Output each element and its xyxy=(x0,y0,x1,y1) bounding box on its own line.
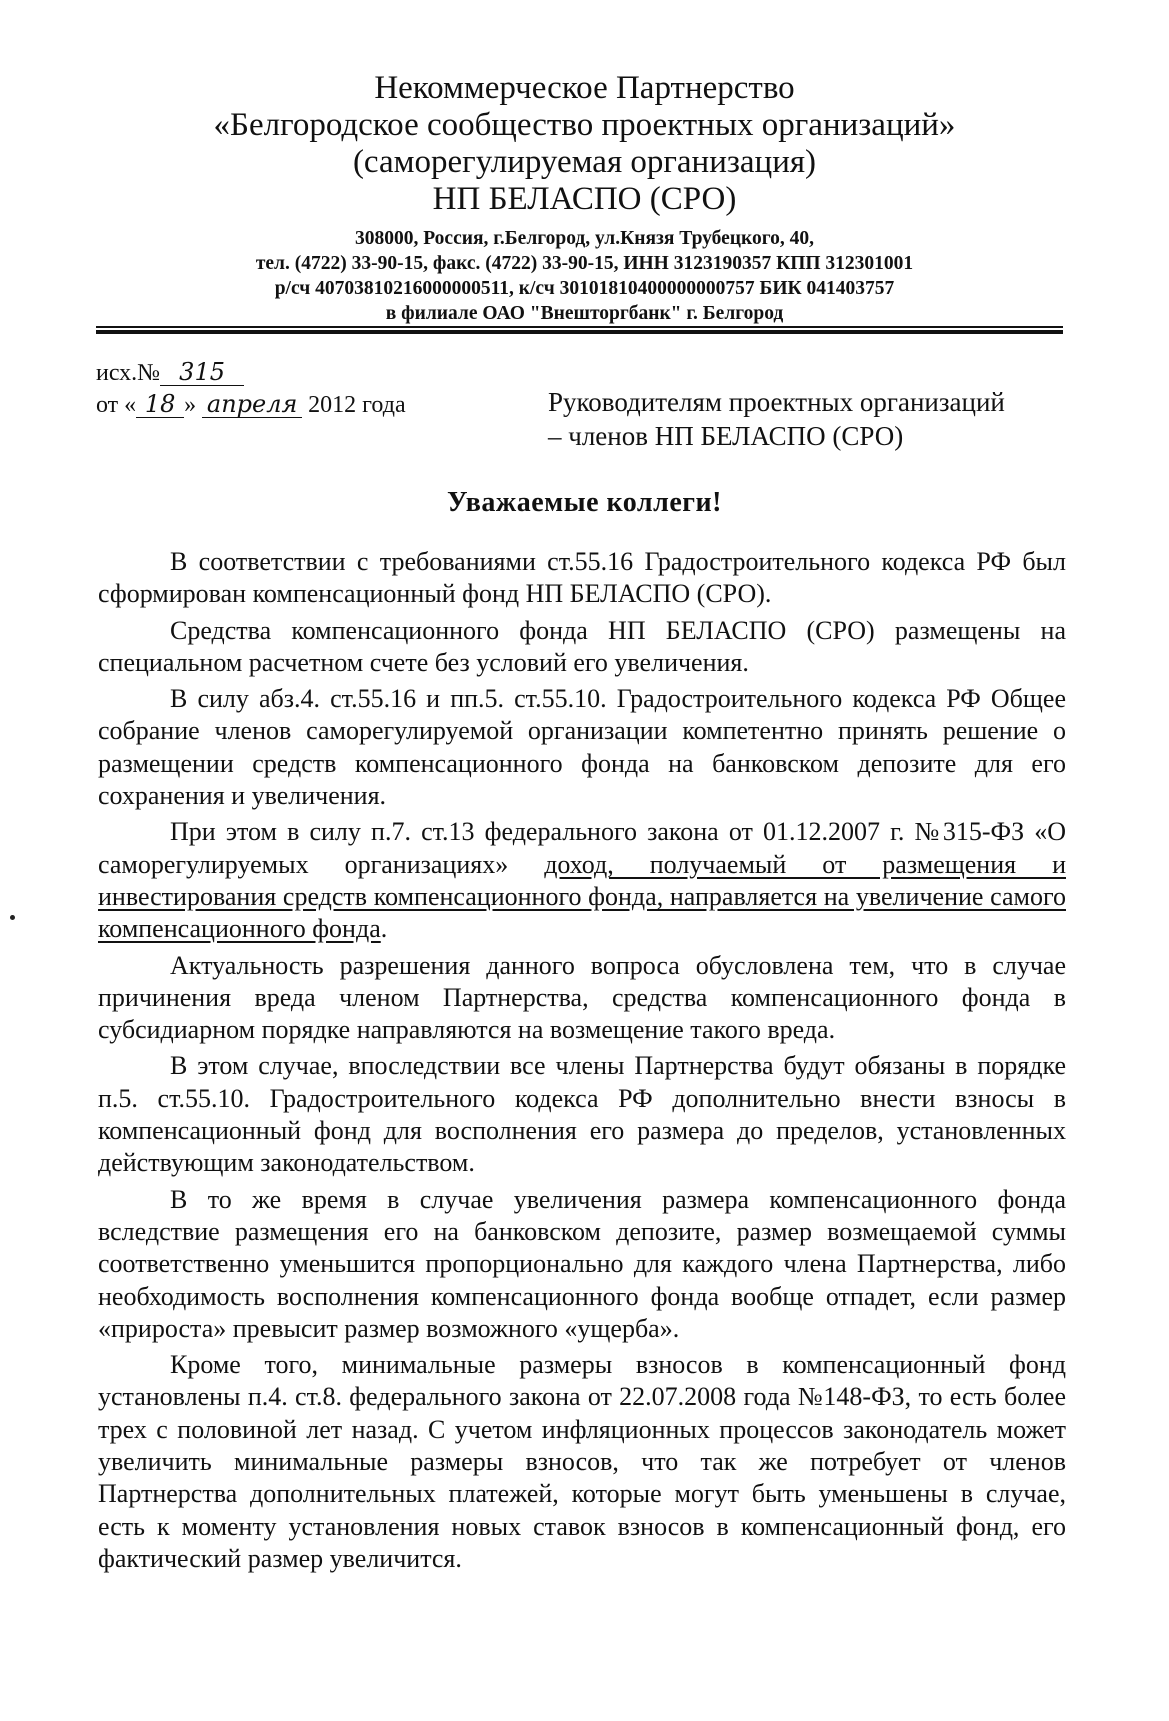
org-bank-accounts: р/сч 40703810216000000511, к/сч 30101810400000000757 БИК 041403757 xyxy=(274,278,895,299)
paragraph-3: В силу абз.4. ст.55.16 и пп.5. ст.55.10. Градостроительного кодекса РФ Общее собрание членов саморегулируемой организации компетентно принять решение о размещении средств компенсационного фонда на банковском депозите для его сохранения и увеличения. xyxy=(98,684,1066,811)
org-type: Некоммерческое Партнерство xyxy=(374,70,795,106)
paragraph-6: В этом случае, впоследствии все члены Партнерства будут обязаны в порядке п.5. ст.55.10. Градостроительного кодекса РФ дополнительно внести взносы в компенсационный фонд для восполнения его размера до пределов, установленных действующим законодательством. xyxy=(98,1051,1066,1178)
org-short-name: НП БЕЛАСПО (СРО) xyxy=(432,181,737,217)
paragraph-7: В то же время в случае увеличения размера компенсационного фонда вследствие размещения его на банковском депозите, размер возмещаемой суммы соответственно уменьшится пропорционально для каждого члена Партнерства, либо необходимость восполнения компенсационного фонда вообще отпадет, если размер «прироста» превысит размер возможного «ущерба». xyxy=(98,1184,1066,1343)
paragraph-5: Актуальность разрешения данного вопроса обусловлена тем, что в случае причинения вреда членом Партнерства, средства компенсационного фонда в субсидиарном порядке направляются на возмещение такого вреда. xyxy=(98,950,1066,1045)
paragraph-4 xyxy=(98,816,1066,945)
letter-body xyxy=(98,546,1066,1575)
date-year: 2012 года xyxy=(308,392,406,418)
paragraph-4-underlined: доход, получаемый от размещения и инвестирования средств компенсационного фонда, направляется на увеличение самого компенсационного фонда xyxy=(98,849,1066,944)
addressee-line-1: Руководителям проектных организаций xyxy=(548,387,1005,417)
date-prefix: от « xyxy=(96,392,137,418)
addressee-block xyxy=(548,385,1005,453)
date-month: апреля xyxy=(202,391,302,418)
paragraph-4-text: При этом в силу п.7. ст.13 федерального закона от 01.12.2007 г. №315-ФЗ «О саморегулируемых организациях» xyxy=(98,817,1066,879)
date-day: 18 xyxy=(136,391,184,418)
header-divider-thin xyxy=(96,326,1063,328)
outgoing-date xyxy=(96,390,406,420)
org-address: 308000, Россия, г.Белгород, ул.Князя Трубецкого, 40, xyxy=(354,228,815,249)
outgoing-number xyxy=(96,358,244,388)
paragraph-8: Кроме того, минимальные размеры взносов в компенсационный фонд установлены п.4. ст.8. федерального закона от 22.07.2008 года №148-ФЗ, то есть более трех с половиной лет назад. С учетом инфляционных процессов законодатель может увеличить минимальные размеры взносов, что так же потребует от членов Партнерства дополнительных платежей, которые могут быть уменьшены в случае, есть к моменту установления новых ставок взносов в компенсационный фонд, его фактический размер увеличится. xyxy=(98,1350,1066,1573)
salutation: Уважаемые коллеги! xyxy=(447,487,722,518)
org-bank-branch: в филиале ОАО "Внешторгбанк" г. Белгород xyxy=(385,303,784,324)
addressee-line-2: – членов НП БЕЛАСПО (СРО) xyxy=(548,421,904,451)
outgoing-number-value: 315 xyxy=(160,359,244,386)
org-phone-tax: тел. (4722) 33-90-15, факс. (4722) 33-90-15, ИНН 3123190357 КПП 312301001 xyxy=(255,253,914,274)
org-status: (саморегулируемая организация) xyxy=(352,144,817,180)
org-name: «Белгородское сообщество проектных организаций» xyxy=(213,107,956,143)
scan-speck xyxy=(10,915,15,920)
header-divider-thick xyxy=(96,330,1063,334)
letterhead-title xyxy=(0,70,1169,218)
paragraph-4-end: . xyxy=(380,914,388,944)
date-mid: » xyxy=(184,392,197,418)
paragraph-1: В соответствии с требованиями ст.55.16 Градостроительного кодекса РФ был сформирован компенсационный фонд НП БЕЛАСПО (СРО). xyxy=(98,547,1066,609)
outgoing-number-label: исх.№ xyxy=(96,360,161,386)
paragraph-2: Средства компенсационного фонда НП БЕЛАСПО (СРО) размещены на специальном расчетном счете без условий его увеличения. xyxy=(98,615,1066,677)
letterhead-requisites xyxy=(0,226,1169,326)
